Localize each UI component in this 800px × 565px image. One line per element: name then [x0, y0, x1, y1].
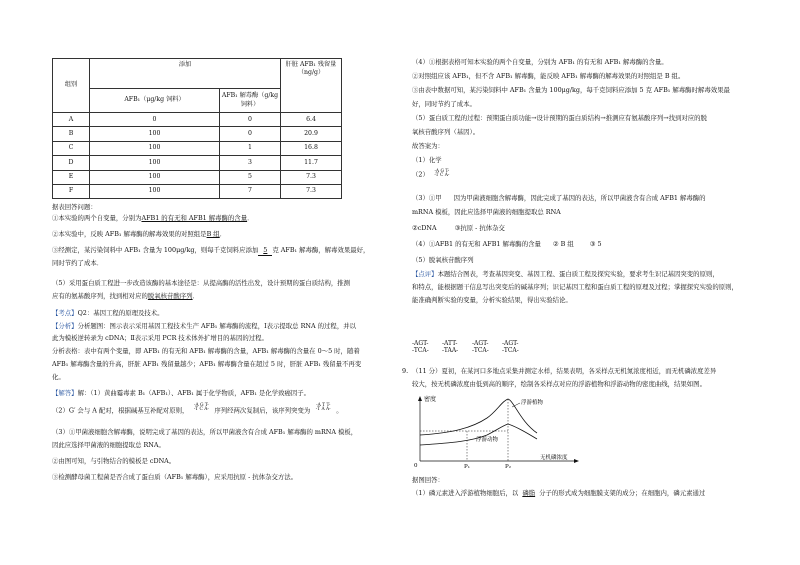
- cell: 1: [220, 141, 281, 155]
- answer-line: （4）①AFB1 的有无和 AFB1 解毒酶的含量: [412, 240, 541, 248]
- q5-end: ．: [192, 292, 199, 300]
- jieda-line: 序列经两次复制后，该序列突变为: [214, 406, 311, 415]
- question-text: 分子的形式成为细胞膜支架的成分；在细胞内，磷元素通过: [539, 489, 706, 497]
- cell: 7: [220, 184, 281, 198]
- p2-label: P₂: [505, 464, 511, 468]
- q9-answer: 磷脂: [522, 489, 536, 497]
- cell: E: [53, 170, 90, 184]
- dianping-line: 和特点，能根据题干信息写出突变后的碱基序列；识记基因工程和蛋白质工程的原理及过程；掌握探究实验的原则，: [412, 283, 738, 291]
- table-row: [53, 184, 342, 198]
- q1-text: ①本实验的两个自变量，分别为: [52, 214, 142, 222]
- cell: 7.3: [281, 184, 342, 198]
- cell: 5: [220, 170, 281, 184]
- q2-text: ②本实验中，反映 AFB₁ 解毒酶的解毒效果的对照组是: [52, 230, 207, 238]
- cell: 0: [90, 113, 220, 127]
- cell: 20.9: [281, 127, 342, 141]
- fenxi-tag: 【分析】: [52, 322, 78, 330]
- cell: 6.4: [281, 113, 342, 127]
- answer-line: mRNA 模板，因此应选择甲菌液的细胞提取总 RNA: [412, 208, 561, 216]
- answer-line: （3）①甲: [412, 194, 442, 202]
- cell: 0: [220, 113, 281, 127]
- answer-line: ②cDNA: [412, 224, 437, 232]
- header-group: 组别: [53, 59, 90, 113]
- cell: 16.8: [281, 141, 342, 155]
- q2-end: ．: [219, 230, 227, 238]
- table-row: [53, 156, 342, 170]
- cell: A: [53, 113, 90, 127]
- x-axis-arrow: [574, 459, 579, 463]
- answer-line: （1）化学: [412, 156, 442, 164]
- cell: D: [53, 156, 90, 170]
- answer-line: ③ 5: [589, 240, 602, 248]
- solution-line: ②对照组应该 AFB₁，但不含 AFB₁ 解毒酶，能反映 AFB₁ 解毒酶的解毒效果的对照组是 B 组。: [412, 72, 685, 80]
- cell: 100: [90, 141, 220, 155]
- q5-answer: 脱氧核苷酸序列: [147, 292, 193, 300]
- cell: 3: [220, 156, 281, 170]
- cell: 100: [90, 184, 220, 198]
- sequence-pair: -AGT- -TCA-: [412, 340, 429, 355]
- table-row: [53, 170, 342, 184]
- kaodian-text: Q2：基因工程的原理及技术。: [77, 309, 164, 317]
- cell: 0: [220, 127, 281, 141]
- solution-line: 好，同时节约了成本。: [412, 100, 476, 108]
- solution-line: （4）①根据表格可知本实验的两个自变量，分别为 AFB₁ 的有无和 AFB₁ 解毒酶的含量。: [412, 58, 668, 66]
- solution-line: 氧核苷酸序列（基因）。: [412, 128, 480, 136]
- table-row: [53, 113, 342, 127]
- dianping-line: 本题结合图表，考查基因突变、基因工程、蛋白质工程及探究实验，要求考生识记基因突变的原则，: [437, 270, 719, 278]
- plant-label: 浮游植物: [521, 400, 544, 406]
- q3-text-b: 克 AFB₁ 解毒酶，解毒效果最好，: [272, 246, 370, 254]
- q2-answer: B 组: [206, 230, 220, 238]
- y-axis-arrow: [418, 396, 422, 401]
- plant-curve: [420, 399, 537, 435]
- question-text: 据图回答：: [412, 476, 444, 484]
- header-afb1: AFB₁（μg/kg 饲料）: [90, 89, 220, 113]
- jieda-line: ②由图可知，与引物结合的模板是 cDNA。: [52, 457, 176, 465]
- mini-sequence: -A T T- -T A A-: [315, 403, 331, 413]
- cell: B: [53, 127, 90, 141]
- cell: C: [53, 141, 90, 155]
- cell: F: [53, 184, 90, 198]
- y-axis-label: 密度: [424, 396, 437, 403]
- intro-text: 据表回答问题：: [52, 203, 97, 211]
- cell: 100: [90, 156, 220, 170]
- jieda-line: 因此应选择甲菌液的细胞提取总 RNA。: [52, 441, 165, 449]
- answer-label: 故答案为：: [412, 142, 444, 150]
- sequence-pair: -ATT- -TAA-: [442, 340, 459, 355]
- cell: 100: [90, 127, 220, 141]
- p1-label: P₁: [464, 464, 470, 468]
- table-row: [53, 127, 342, 141]
- q3-text: ③经测定，某污染饲料中 AFB₁ 含量为 100μg/kg，则每千克饲料应添加: [52, 246, 259, 254]
- fenxi-line: 化。: [52, 373, 65, 381]
- animal-label: 浮游动物: [476, 437, 499, 443]
- question-number: 9.: [402, 367, 409, 375]
- q3-answer: 5: [258, 246, 272, 256]
- solution-line: （5）蛋白质工程的过程：预期蛋白质功能→设计预期的蛋白质结构→推测应有氨基酸序列→找到对应的脱: [412, 114, 707, 122]
- jieda-end: 。: [336, 406, 343, 415]
- answer-line: 因为甲菌液细胞含解毒酶，因此完成了基因的表达，所以甲菌液含有合成 AFB1 解毒酶的: [453, 194, 706, 202]
- q1-end: ．: [247, 214, 254, 222]
- jieda-tag: 【解答】: [52, 389, 78, 397]
- sequence-pair: -AGT- -TCA-: [502, 340, 519, 355]
- q5-text-b: 应有的氨基酸序列，找到相对应的: [52, 292, 148, 300]
- header-residue: 肝脏 AFB₁ 残留量（ng/g）: [281, 59, 342, 113]
- fenxi-line: 此为模板逆转录为 cDNA；Ⅱ表示采用 PCR 技术体外扩增目的基因的过程。: [52, 334, 268, 342]
- question-text: 较大，按无机磷浓度由低到高的顺序，绘制各采样点对应的浮游植物和浮游动物的密度曲线，结果如图。: [412, 380, 706, 388]
- sequence-block: [412, 340, 612, 354]
- q5-text: （5）采用蛋白质工程进一步改造该酶的基本途径是：从提高酶的活性出发，设计预期的蛋白质结构，推测: [52, 279, 351, 287]
- mini-sequence: -A G T- -T C A-: [434, 169, 450, 179]
- answer-line: （5）脱氧核苷酸序列: [412, 256, 474, 264]
- dianping-tag: 【点评】: [412, 270, 438, 278]
- question-text: （11 分）夏初，在某河口多地点采集并测定水样，结果表明，各采样点无机氮浓度相近，而无机磷浓度差异: [412, 367, 717, 375]
- cell: 7.3: [281, 170, 342, 184]
- kaodian-tag: 【考点】: [52, 309, 78, 317]
- answer-line: ③抗原 - 抗体杂交: [454, 224, 505, 232]
- data-table: [52, 58, 342, 199]
- jieda-line: ③检测酵母菌工程菌是否合成了蛋白质（AFB₁ 解毒酶），应采用抗原 - 抗体杂交方法。: [52, 473, 298, 481]
- density-graph: [412, 393, 592, 468]
- cell: 11.7: [281, 156, 342, 170]
- jieda-line: （3）①甲菌液细胞含解毒酶，说明完成了基因的表达，所以甲菌液含有合成 AFB₁ 解毒酶的 mRNA 模板，: [52, 428, 358, 436]
- header-enzyme: AFB₁ 解毒酶（g/kg 饲料）: [220, 89, 281, 113]
- fenxi-line: 分析题图：图示表示采用基因工程技术生产 AFB₁ 解毒酶的流程，Ⅰ表示提取总 RNA 的过程，并以: [77, 322, 356, 330]
- table-row: [53, 141, 342, 155]
- jieda-line: 解：（1）黄曲霉毒素 B₁（AFB₁）、AFB₁ 属于化学物质，AFB₁ 是化学致癌因子。: [77, 389, 311, 397]
- q3-text-c: 同时节约了成本．: [52, 259, 104, 267]
- solution-line: ③由表中数据可知，某污染饲料中 AFB₁ 含量为 100μg/kg，每千克饲料应添加 5 克 AFB₁ 解毒酶时解毒效果最: [412, 86, 730, 94]
- answer-line: ② B 组: [552, 240, 574, 248]
- answer-line: （2）: [412, 170, 429, 179]
- question-text: （1）磷元素进入浮游植物细胞后，以: [412, 489, 519, 497]
- mini-sequence: -A G T- -T C A-: [193, 403, 209, 413]
- x-axis-label: 无机磷浓度: [540, 455, 568, 461]
- jieda-line: （2）G′ 会与 A 配对，根据碱基互补配对原则，: [52, 406, 189, 415]
- cell: 100: [90, 170, 220, 184]
- origin-label: 0: [414, 463, 418, 468]
- q1-answer: AFB1 的有无和 AFB1 解毒酶的含量: [141, 214, 248, 222]
- fenxi-line: 分析表格：表中有两个变量，即 AFB₁ 的有无和 AFB₁ 解毒酶的含量，AFB₁ 解毒酶的含量在 0～5 时，随着: [52, 347, 360, 355]
- header-add: 添加: [90, 59, 281, 89]
- sequence-pair: -AGT- -TCA-: [472, 340, 489, 355]
- fenxi-line: AFB₁ 解毒酶含量的升高，肝脏 AFB₁ 残留量越少；AFB₁ 解毒酶含量在超过 5 时，肝脏 AFB₁ 残留量不再变: [52, 360, 362, 368]
- dianping-line: 能准确判断实验的变量，分析实验结果，得出实验结论。: [412, 296, 572, 304]
